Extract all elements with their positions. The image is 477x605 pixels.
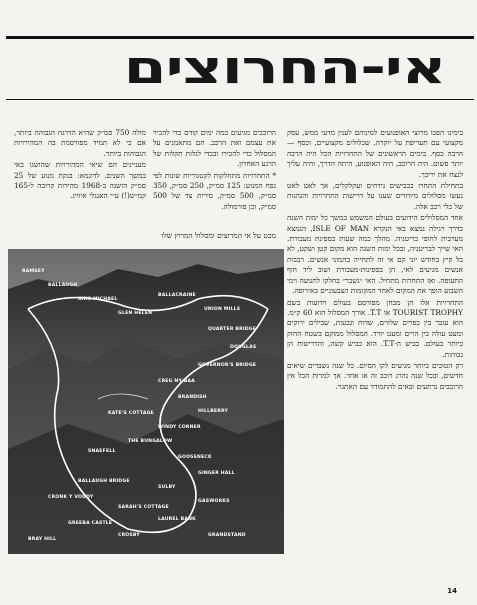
map-label-sarahs-cottage: SARAH'S COTTAGE	[118, 505, 169, 510]
text-column-left	[14, 128, 146, 220]
page-number: 14	[447, 587, 457, 595]
map-label-creg-ny-baa: CREG NY BAA	[158, 379, 195, 384]
map-label-union-mills: UNION MILLS	[204, 307, 241, 312]
map-label-kates-cottage: KATE'S COTTAGE	[108, 411, 154, 416]
paragraph: * התחרויות מתחלקות לקטגוריות שונות לפי נפח המנוע: 125 סמ״ק, 250 סמ״ק, 350 סמ״ק, 500 סמ״ק, סירות צד של 500 סמ״ק, וכן פורמולה.	[153, 170, 276, 211]
map-label-windy-corner: WINDY CORNER	[158, 425, 201, 430]
map-label-bungalow: THE BUNGALOW	[128, 439, 173, 444]
map-label-ginger-hall: GINGER HALL	[198, 471, 235, 476]
map-caption: מבט על אי המרוצים ומסלול המרוץ שלו	[161, 231, 276, 240]
text-column-middle	[153, 128, 276, 220]
paragraph: אחד המסלולים הידועים בעולם המשמש במשך כל ימות השנה כדרך רגילה נמצא באי הנקרא ISLE OF MAN, הנמצא מערבית לחופי בריטניה. מהלך כמה שעות בספינת מעבורת. האי שייך לבריטניה, ובכל ימות השנה הוא מקום קטן ושקט, לא כל קיץ בחודש יוני קם אי זה לתחייה בהמוני אנשים. רבבות אנשים מגיעים לאי, הן בספינות-מעבורת ושוב ליד חוף התעופה. ואז התחרות מתחיל. האי ״נשבר״ בחלקו לתנועה וימי השבוע הופך את המקום לאחד המקומות הצבעוניים באירופה.	[287, 213, 463, 296]
map-label-sulby: SULBY	[158, 485, 176, 490]
paragraph: בימינו הפכו מרוצי האופנועים למיניהם לענין מדעי ממש, עסק מקצועי עם תעריפת על יוקרה, שכלולים מקצועיים, וכסף — הרבה כסף. בימים הראשונים של התחרויות הכל היה הרבה יותר פשוט. היה הרוכב, היה האופנוע, היתה הדרך, והיה עליך לנצח את יריבך.	[287, 128, 463, 179]
map-label-douglas: DOUGLAS	[230, 345, 257, 350]
map-label-bray-hill: BRAY HILL	[28, 537, 57, 542]
map-label-ballaugh: BALLAUGH	[48, 283, 78, 288]
map-label-brandish: BRANDISH	[178, 395, 207, 400]
map-label-laurel-bank: LAUREL BANK	[158, 517, 196, 522]
paragraph: הרוכבים מגיעים כמה ימים קודם כדי להכיר את עצמם ואת הרכב. הם מתאמנים על המסלול כדי להכירו ובכדי לגלות תקלות של הרגע האחרון.	[153, 128, 276, 169]
paragraph: רק הטובים ביותר מגיעים לקו הסיום. כל שנה נשברים שיאים חדשים, ובכל שנה נהרג רוכב זה או אחר. אך למרות הכל אין הרוכבים נרתעים ובאים להתמודד עם האתגר.	[287, 360, 463, 391]
map-label-quarter-bridge: QUARTER BRIDGE	[208, 327, 257, 332]
paragraph: מעניינים הם שיאי המהירויות שהושגו באי במשך השנים. לדוגמא: בנקת מנוע של 25 סמ״ק הושגה ב-1968 מהירות קרובה ל-165 קמ״ש(!) ע״י האנגלי איוויג.	[14, 160, 146, 201]
map-label-greeba-castle: GREEBA CASTLE	[68, 521, 113, 526]
map-label-ballacraine: BALLACRAINE	[158, 293, 196, 298]
map-label-hillberry: HILLBERRY	[198, 409, 228, 414]
paragraph: מולה 750 סמ״ק שהיא הדרגה הגבוהה ביותר, אם כי לא תמיד מפורסמת בה המהירויות הגבוהות ביותר.	[14, 128, 146, 158]
map-label-governors-bridge: GOVERNOR'S BRIDGE	[198, 363, 257, 368]
map-label-grandstand: GRANDSTAND	[208, 533, 246, 538]
map-label-crosby: CROSBY	[118, 533, 140, 538]
map-label-ballaugh-bridge: BALLAUGH BRIDGE	[78, 479, 130, 484]
map-label-cronk-y-voddy: CRONK Y VODDY	[48, 495, 94, 500]
map-label-gasworks: GASWORKS	[198, 499, 230, 504]
map-label-kirk-michael: KIRK MICHAEL	[78, 297, 118, 302]
map-label-gooseneck: GOOSENECK	[178, 455, 212, 460]
map-label-glen-helen: GLEN HELEN	[118, 311, 153, 316]
map-label-snaefell: SNAEFELL	[88, 449, 116, 454]
paragraph: התחרויות אלו הן מבחן מפורסם בעולם וידועות בשם TOURIST TROPHY או T.T. אורך המסלול הוא 60 ק״מ. הוא עובר בין כפרים שלווים, שדות וגבעות, שבילים ירוקים ומעט עולה בין הרים ומעט יורד. המסלול ממוקם בשטח החזק ביותר בעולם. כביש ה-T.T. הוא כביש קשה, והדרישות הן גבוהות.	[287, 297, 463, 359]
paragraph: בתחילת התחרו בכבישים נידחים ועקלקלים, אך לאט לאט נעשו מסלולים מיוחדים שענו על דרישות התחרויות והנהגות של כלי רכב אלה.	[287, 181, 463, 211]
aerial-map-image	[8, 249, 284, 554]
article-title: אי-החרוצים	[123, 40, 445, 94]
map-label-ramsey: RAMSEY	[22, 269, 45, 274]
text-column-right	[287, 128, 463, 583]
